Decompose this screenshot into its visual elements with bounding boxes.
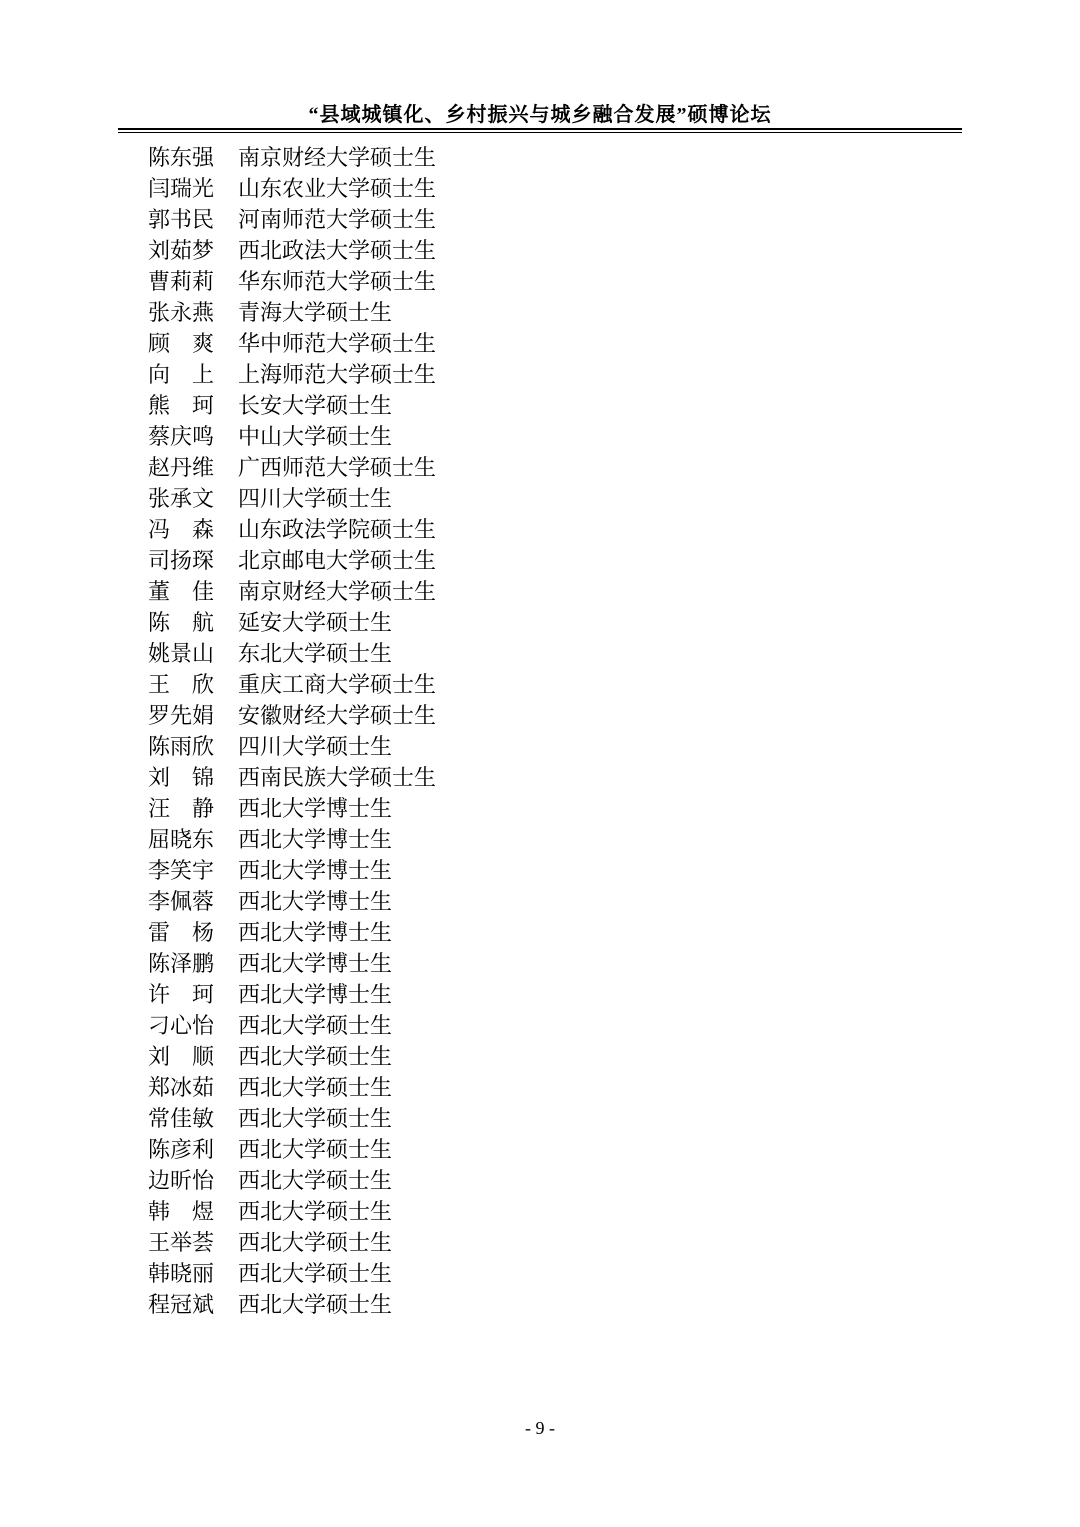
participant-list [148, 142, 848, 1320]
participant-affiliation: 西北大学硕士生 [238, 1075, 393, 1100]
page-number: - 9 - [525, 1418, 555, 1438]
participant-row [148, 514, 848, 545]
participant-name: 张承文 [148, 486, 215, 511]
participant-row [148, 421, 848, 452]
participant-name: 许 珂 [148, 982, 215, 1007]
participant-affiliation: 西南民族大学硕士生 [238, 765, 437, 790]
participant-affiliation: 西北大学硕士生 [238, 1044, 393, 1069]
participant-row [148, 266, 848, 297]
participant-affiliation: 西北大学博士生 [238, 889, 393, 914]
participant-affiliation: 西北大学博士生 [238, 858, 393, 883]
participant-row [148, 328, 848, 359]
participant-affiliation: 西北大学硕士生 [238, 1261, 393, 1286]
participant-name: 边昕怡 [148, 1168, 215, 1193]
participant-row [148, 359, 848, 390]
participant-affiliation: 西北大学硕士生 [238, 1292, 393, 1317]
participant-affiliation: 东北大学硕士生 [238, 641, 393, 666]
participant-affiliation: 四川大学硕士生 [238, 486, 393, 511]
participant-row [148, 576, 848, 607]
participant-name: 冯 森 [148, 517, 215, 542]
participant-row [148, 1041, 848, 1072]
participant-name: 罗先娟 [148, 703, 215, 728]
participant-affiliation: 上海师范大学硕士生 [238, 362, 437, 387]
participant-name: 刘茹梦 [148, 238, 215, 263]
participant-affiliation: 西北大学硕士生 [238, 1137, 393, 1162]
participant-row [148, 1227, 848, 1258]
participant-row [148, 855, 848, 886]
participant-name: 陈 航 [148, 610, 215, 635]
participant-row [148, 173, 848, 204]
participant-row [148, 1289, 848, 1320]
header-divider [118, 128, 962, 133]
page-header-title: “县域城镇化、乡村振兴与城乡融合发展”硕博论坛 [308, 104, 772, 126]
participant-row [148, 390, 848, 421]
participant-name: 王 欣 [148, 672, 215, 697]
participant-row [148, 979, 848, 1010]
participant-name: 董 佳 [148, 579, 215, 604]
participant-name: 刘 顺 [148, 1044, 215, 1069]
participant-affiliation: 四川大学硕士生 [238, 734, 393, 759]
participant-affiliation: 华中师范大学硕士生 [238, 331, 437, 356]
participant-row [148, 452, 848, 483]
participant-name: 李笑宇 [148, 858, 215, 883]
participant-affiliation: 西北大学博士生 [238, 827, 393, 852]
participant-affiliation: 山东政法学院硕士生 [238, 517, 437, 542]
participant-row [148, 1134, 848, 1165]
participant-name: 郭书民 [148, 207, 215, 232]
participant-affiliation: 西北大学博士生 [238, 920, 393, 945]
participant-affiliation: 河南师范大学硕士生 [238, 207, 437, 232]
participant-row [148, 731, 848, 762]
participant-name: 陈雨欣 [148, 734, 215, 759]
participant-name: 程冠斌 [148, 1292, 215, 1317]
participant-name: 雷 杨 [148, 920, 215, 945]
participant-affiliation: 延安大学硕士生 [238, 610, 393, 635]
participant-row [148, 607, 848, 638]
participant-row [148, 1165, 848, 1196]
participant-affiliation: 山东农业大学硕士生 [238, 176, 437, 201]
participant-name: 顾 爽 [148, 331, 215, 356]
participant-row [148, 1103, 848, 1134]
participant-row [148, 1072, 848, 1103]
participant-name: 刘 锦 [148, 765, 215, 790]
participant-name: 张永燕 [148, 300, 215, 325]
participant-affiliation: 西北大学博士生 [238, 951, 393, 976]
participant-row [148, 917, 848, 948]
participant-name: 陈泽鹏 [148, 951, 215, 976]
participant-row [148, 762, 848, 793]
participant-name: 闫瑞光 [148, 176, 215, 201]
participant-row [148, 793, 848, 824]
participant-row [148, 638, 848, 669]
participant-affiliation: 安徽财经大学硕士生 [238, 703, 437, 728]
participant-affiliation: 西北大学博士生 [238, 982, 393, 1007]
participant-name: 向 上 [148, 362, 215, 387]
participant-affiliation: 南京财经大学硕士生 [238, 579, 437, 604]
participant-name: 陈东强 [148, 145, 215, 170]
participant-name: 刁心怡 [148, 1013, 215, 1038]
participant-name: 李佩蓉 [148, 889, 215, 914]
participant-row [148, 204, 848, 235]
participant-affiliation: 华东师范大学硕士生 [238, 269, 437, 294]
participant-affiliation: 西北大学硕士生 [238, 1106, 393, 1131]
participant-row [148, 142, 848, 173]
participant-row [148, 235, 848, 266]
participant-name: 韩晓丽 [148, 1261, 215, 1286]
participant-affiliation: 长安大学硕士生 [238, 393, 393, 418]
participant-row [148, 669, 848, 700]
participant-name: 蔡庆鸣 [148, 424, 215, 449]
participant-row [148, 1010, 848, 1041]
participant-name: 熊 珂 [148, 393, 215, 418]
participant-row [148, 1258, 848, 1289]
participant-affiliation: 西北大学硕士生 [238, 1230, 393, 1255]
participant-name: 曹莉莉 [148, 269, 215, 294]
participant-affiliation: 西北大学硕士生 [238, 1168, 393, 1193]
participant-row [148, 948, 848, 979]
participant-affiliation: 青海大学硕士生 [238, 300, 393, 325]
participant-name: 韩 煜 [148, 1199, 215, 1224]
participant-affiliation: 西北大学硕士生 [238, 1013, 393, 1038]
participant-row [148, 1196, 848, 1227]
participant-name: 郑冰茹 [148, 1075, 215, 1100]
participant-name: 司扬琛 [148, 548, 215, 573]
participant-row [148, 700, 848, 731]
participant-affiliation: 重庆工商大学硕士生 [238, 672, 437, 697]
participant-name: 陈彦利 [148, 1137, 215, 1162]
participant-name: 屈晓东 [148, 827, 215, 852]
participant-row [148, 545, 848, 576]
participant-affiliation: 西北大学博士生 [238, 796, 393, 821]
participant-affiliation: 南京财经大学硕士生 [238, 145, 437, 170]
participant-row [148, 483, 848, 514]
participant-name: 常佳敏 [148, 1106, 215, 1131]
participant-name: 王举荟 [148, 1230, 215, 1255]
participant-affiliation: 西北大学硕士生 [238, 1199, 393, 1224]
participant-affiliation: 西北政法大学硕士生 [238, 238, 437, 263]
participant-name: 汪 静 [148, 796, 215, 821]
participant-name: 姚景山 [148, 641, 215, 666]
participant-affiliation: 广西师范大学硕士生 [238, 455, 437, 480]
participant-name: 赵丹维 [148, 455, 215, 480]
participant-affiliation: 中山大学硕士生 [238, 424, 393, 449]
participant-row [148, 824, 848, 855]
participant-row [148, 886, 848, 917]
participant-affiliation: 北京邮电大学硕士生 [238, 548, 437, 573]
participant-row [148, 297, 848, 328]
